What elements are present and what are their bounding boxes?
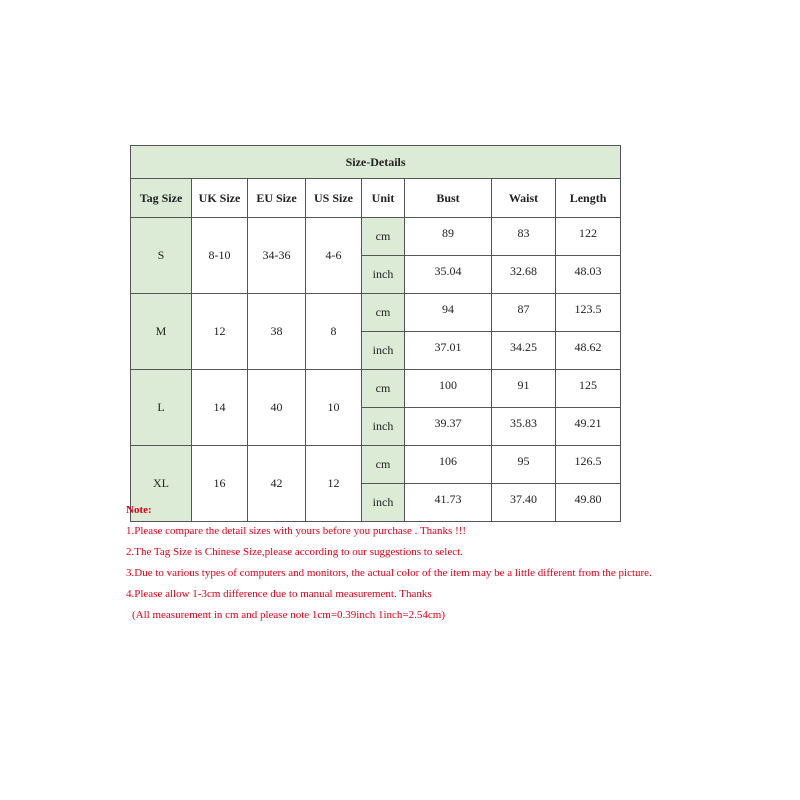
note-line-3: 3.Due to various types of computers and monitors, the actual color of the item may be a little different from the picture. xyxy=(126,567,652,579)
waist-cell: 34.25 xyxy=(492,332,556,370)
eu-size-cell: 40 xyxy=(248,370,306,446)
column-header: Length xyxy=(556,179,621,218)
length-cell: 125 xyxy=(556,370,621,408)
note-line-1: 1.Please compare the detail sizes with yours before you purchase . Thanks !!! xyxy=(126,525,467,537)
bust-cell: 41.73 xyxy=(405,484,492,522)
uk-size-cell: 12 xyxy=(192,294,248,370)
waist-cell: 35.83 xyxy=(492,408,556,446)
eu-size-cell: 42 xyxy=(248,446,306,522)
note-line-4: 4.Please allow 1-3cm difference due to manual measurement. Thanks xyxy=(126,588,432,600)
bust-cell: 106 xyxy=(405,446,492,484)
unit-cell: cm xyxy=(362,446,405,484)
tag-size-cell: L xyxy=(131,370,192,446)
tag-size-cell: XL xyxy=(131,446,192,522)
table-row xyxy=(131,446,621,484)
us-size-cell: 4-6 xyxy=(306,218,362,294)
length-cell: 123.5 xyxy=(556,294,621,332)
tag-size-cell: S xyxy=(131,218,192,294)
column-header: US Size xyxy=(306,179,362,218)
size-details-table xyxy=(130,145,621,522)
waist-cell: 91 xyxy=(492,370,556,408)
waist-cell: 32.68 xyxy=(492,256,556,294)
note-line-2: 2.The Tag Size is Chinese Size,please according to our suggestions to select. xyxy=(126,546,463,558)
bust-cell: 89 xyxy=(405,218,492,256)
bust-cell: 35.04 xyxy=(405,256,492,294)
us-size-cell: 10 xyxy=(306,370,362,446)
note-line-5: (All measurement in cm and please note 1cm=0.39inch 1inch=2.54cm) xyxy=(132,609,445,621)
length-cell: 49.21 xyxy=(556,408,621,446)
uk-size-cell: 8-10 xyxy=(192,218,248,294)
waist-cell: 87 xyxy=(492,294,556,332)
column-header: UK Size xyxy=(192,179,248,218)
waist-cell: 83 xyxy=(492,218,556,256)
us-size-cell: 12 xyxy=(306,446,362,522)
column-header: EU Size xyxy=(248,179,306,218)
notes-section xyxy=(126,500,766,626)
table-row xyxy=(131,294,621,332)
note-title: Note: xyxy=(126,504,152,516)
waist-cell: 37.40 xyxy=(492,484,556,522)
table-row xyxy=(131,370,621,408)
tag-size-cell: M xyxy=(131,294,192,370)
bust-cell: 39.37 xyxy=(405,408,492,446)
length-cell: 48.03 xyxy=(556,256,621,294)
uk-size-cell: 16 xyxy=(192,446,248,522)
length-cell: 122 xyxy=(556,218,621,256)
column-header: Bust xyxy=(405,179,492,218)
table-title: Size-Details xyxy=(131,146,621,179)
column-header: Waist xyxy=(492,179,556,218)
unit-cell: inch xyxy=(362,408,405,446)
unit-cell: inch xyxy=(362,256,405,294)
unit-cell: cm xyxy=(362,370,405,408)
eu-size-cell: 34-36 xyxy=(248,218,306,294)
column-header: Unit xyxy=(362,179,405,218)
uk-size-cell: 14 xyxy=(192,370,248,446)
table-row xyxy=(131,218,621,256)
unit-cell: cm xyxy=(362,218,405,256)
column-header: Tag Size xyxy=(131,179,192,218)
waist-cell: 95 xyxy=(492,446,556,484)
bust-cell: 37.01 xyxy=(405,332,492,370)
header-row xyxy=(131,179,621,218)
bust-cell: 94 xyxy=(405,294,492,332)
unit-cell: inch xyxy=(362,332,405,370)
length-cell: 48.62 xyxy=(556,332,621,370)
length-cell: 49.80 xyxy=(556,484,621,522)
bust-cell: 100 xyxy=(405,370,492,408)
unit-cell: cm xyxy=(362,294,405,332)
length-cell: 126.5 xyxy=(556,446,621,484)
eu-size-cell: 38 xyxy=(248,294,306,370)
unit-cell: inch xyxy=(362,484,405,522)
us-size-cell: 8 xyxy=(306,294,362,370)
